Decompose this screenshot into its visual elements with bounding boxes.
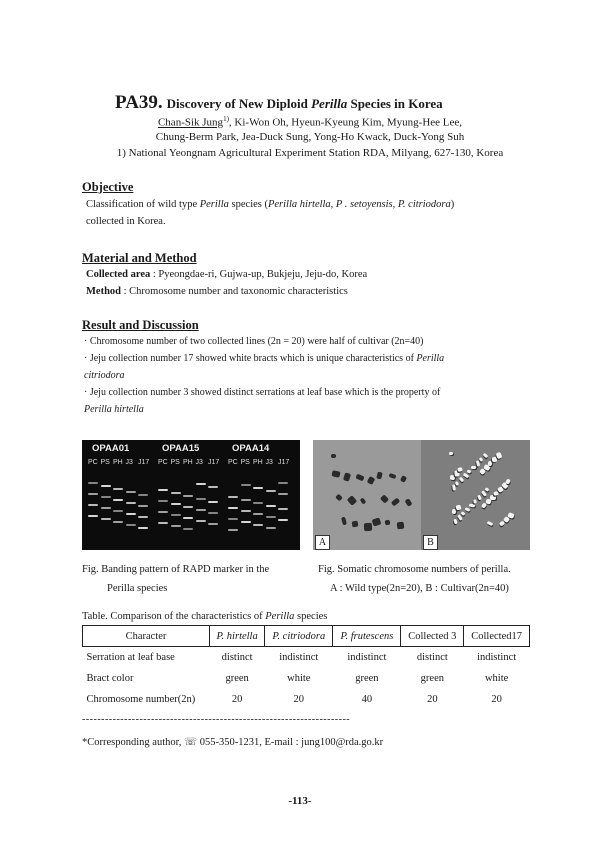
chromosome-mark [467, 469, 472, 473]
chromosome-mark [477, 495, 482, 501]
table-row [83, 689, 530, 710]
table-header-cell: P. frutescens [333, 626, 401, 647]
gel-lane-label: J3 [265, 459, 273, 466]
chromosome-mark [459, 477, 465, 483]
chromosome-mark [452, 509, 456, 514]
chromosome-mark [473, 499, 476, 503]
rapd-gel-image [82, 440, 300, 550]
authors-line-2: Chung-Berm Park, Jea-Duck Sung, Yong-Ho Kwack, Duck-Yong Suh [155, 131, 465, 143]
table-header-row [83, 626, 530, 647]
gel-lane-label: J3 [195, 459, 203, 466]
gel-band [158, 511, 168, 513]
table-header-cell: P. citriodora [265, 626, 333, 647]
chromosome-mark [487, 521, 494, 526]
gel-lane-label: PC [228, 459, 238, 466]
gel-band [278, 493, 288, 495]
table-cell: 40 [361, 694, 373, 705]
table-caption: Table. Comparison of the characteristics of Perilla species [82, 611, 328, 622]
methods-heading: Material and Method [82, 251, 197, 265]
chromosome-mark [372, 517, 382, 526]
gel-band [253, 502, 263, 504]
gel-band [228, 507, 238, 509]
gel-lane-label: PH [253, 459, 263, 466]
gel-group-label: OPAA15 [162, 443, 200, 454]
gel-band [126, 524, 136, 526]
results-text [84, 333, 544, 418]
chromosome-mark [364, 523, 372, 531]
gel-band [101, 496, 111, 498]
gel-band [196, 498, 206, 500]
table-cell: white [287, 673, 311, 684]
chromosome-mark [352, 521, 359, 528]
gel-band [266, 505, 276, 507]
gel-band [241, 484, 251, 486]
gel-band [278, 519, 288, 521]
table-cell: white [484, 673, 509, 684]
chromosome-mark [449, 452, 453, 455]
title-text: Discovery of New Diploid Perilla Species in Korea [166, 96, 443, 111]
gel-lane-label: PH [183, 459, 193, 466]
gel-band [138, 516, 148, 518]
gel-band [126, 502, 136, 504]
table-cell: green [355, 673, 379, 684]
table-row [83, 668, 530, 689]
table-cell: green [420, 673, 444, 684]
gel-band [208, 523, 218, 525]
gel-band [88, 493, 98, 495]
table-cell: indistinct [347, 652, 387, 663]
gel-band [241, 499, 251, 501]
gel-band [101, 485, 111, 487]
gel-band [241, 521, 251, 523]
chromosome-mark [455, 481, 459, 486]
gel-band [113, 510, 123, 512]
gel-lane-label: PC [88, 459, 98, 466]
result-bullet-2-cont: citriodora [84, 370, 125, 381]
gel-band [266, 516, 276, 518]
chromosome-mark [483, 453, 489, 459]
corresponding-author: *Corresponding author, ☏ 055-350-1231, E-mail : jung100@rda.go.kr [82, 737, 384, 748]
gel-band [228, 529, 238, 531]
comparison-table [82, 625, 530, 710]
abstract-code: PA39. [115, 92, 163, 113]
gel-band [253, 487, 263, 489]
table-cell: 20 [293, 694, 305, 705]
chromosome-mark [385, 520, 391, 526]
gel-band [138, 505, 148, 507]
chromosome-mark [332, 470, 341, 477]
gel-caption: Fig. Banding pattern of RAPD marker in the Perilla species [82, 564, 270, 594]
chromosome-mark [343, 472, 351, 481]
chromosome-mark [457, 467, 463, 473]
table-cell: indistinct [279, 652, 319, 663]
gel-band [171, 525, 181, 527]
gel-band [228, 518, 238, 520]
chromosome-mark [405, 498, 413, 507]
table-header-cell: Collected17 [464, 626, 530, 647]
panel-label-a: A [315, 535, 330, 550]
chromosome-mark [485, 487, 490, 492]
chromosome-mark [471, 466, 476, 469]
chromosome-mark [505, 478, 511, 484]
chromosome-mark [376, 471, 383, 479]
gel-band [88, 482, 98, 484]
table-cell: Chromosome number(2n) [86, 694, 196, 705]
chromosome-mark [389, 473, 397, 479]
gel-band [208, 486, 218, 488]
chromosome-mark [347, 495, 358, 506]
chromosome-mark [360, 497, 367, 504]
gel-band [196, 520, 206, 522]
gel-band [113, 521, 123, 523]
gel-band [228, 496, 238, 498]
gel-band [158, 522, 168, 524]
methods-text: Collected area : Pyeongdae-ri, Gujwa-up, Bukjeju, Jeju-do, Korea Method : Chromosome number and taxonomic characteristics [86, 269, 368, 297]
micrograph-b [421, 440, 530, 550]
panel-label-b: B [423, 535, 438, 550]
gel-group-label: OPAA14 [232, 443, 270, 454]
table-cell: 20 [491, 694, 502, 705]
gel-band [241, 510, 251, 512]
chromosome-mark [400, 475, 407, 483]
table-cell: distinct [221, 652, 253, 663]
gel-band [126, 513, 136, 515]
gel-band [278, 482, 288, 484]
gel-band [138, 494, 148, 496]
authors-line-1: Chan-Sik Jung$^{1)}$, Ki-Won Oh, Hyeun-Kyeung Kim, Myung-Hee Lee, [157, 115, 463, 129]
gel-band [158, 489, 168, 491]
gel-band [138, 527, 148, 529]
gel-band [158, 500, 168, 502]
gel-lane-label: PH [113, 459, 123, 466]
gel-band [113, 488, 123, 490]
chromosome-mark [331, 454, 336, 458]
gel-band [101, 518, 111, 520]
result-bullet-2: · Jeju collection number 17 showed white bracts which is unique characteristics of Perilla [84, 353, 445, 364]
page-number: -113- [288, 795, 312, 807]
gel-band [253, 513, 263, 515]
table-header-cell: P. hirtella [210, 626, 265, 647]
paper-title [115, 92, 575, 114]
results-heading: Result and Discussion [82, 318, 199, 332]
gel-band [183, 506, 193, 508]
gel-lane-label: PC [158, 459, 168, 466]
table-cell: distinct [416, 652, 448, 663]
chromosome-mark [341, 517, 347, 526]
chromosome-mark [397, 522, 405, 530]
chromosome-mark [479, 457, 484, 462]
gel-band [171, 514, 181, 516]
table-header-cell: Collected 3 [401, 626, 464, 647]
table-header-cell: Character [83, 626, 210, 647]
chromosome-mark [469, 504, 475, 508]
gel-band [171, 492, 181, 494]
table-cell: green [225, 673, 249, 684]
result-bullet-1: · Chromosome number of two collected lines (2n = 20) were half of cultivar (2n=40) [84, 336, 424, 347]
gel-group-label: OPAA01 [92, 443, 130, 454]
chromosome-mark [496, 452, 503, 459]
chromosome-mark [456, 505, 462, 511]
gel-lane-label: J17 [138, 459, 150, 466]
result-bullet-3-cont: Perilla hirtella [84, 404, 144, 415]
gel-lane-label: J17 [208, 459, 220, 466]
result-bullet-3: · Jeju collection number 3 showed distinct serrations at leaf base which is the property of [84, 387, 441, 398]
chromosome-micrographs [313, 440, 530, 550]
gel-band [126, 491, 136, 493]
gel-lane-label: J17 [278, 459, 290, 466]
table-row [83, 647, 530, 669]
chromosome-mark [453, 519, 457, 525]
objective-text: Classification of wild type Perilla species (Perilla hirtella, P . setoyensis, P. citriodora) collected in Korea. [86, 199, 455, 227]
gel-band [266, 527, 276, 529]
footnote-separator: ---------------------------------------------------------------------- [82, 714, 351, 725]
gel-band [196, 483, 206, 485]
gel-band [253, 524, 263, 526]
chromosome-mark [355, 474, 364, 482]
micrograph-a [313, 440, 421, 550]
gel-lane-label: J3 [125, 459, 133, 466]
chromosome-mark [465, 507, 471, 512]
chromosome-mark [461, 511, 466, 516]
affiliation: 1) National Yeongnam Agricultural Experiment Station RDA, Milyang, 627-130, Korea [116, 147, 504, 159]
gel-lane-label: PS [100, 459, 110, 466]
chromosome-mark [391, 498, 400, 507]
gel-band [208, 501, 218, 503]
gel-band [183, 495, 193, 497]
gel-band [196, 509, 206, 511]
gel-band [278, 508, 288, 510]
chromosome-mark [380, 494, 389, 503]
gel-lane-label: PS [170, 459, 180, 466]
objective-heading: Objective [82, 180, 134, 194]
gel-band [208, 512, 218, 514]
table-cell: Serration at leaf base [86, 652, 175, 663]
micrograph-caption: Fig. Somatic chromosome numbers of perilla. A : Wild type(2n=20), B : Cultivar(2n=40) [318, 564, 511, 594]
table-cell: 20 [231, 694, 243, 705]
chromosome-mark [335, 494, 343, 502]
gel-lane-label: PS [240, 459, 250, 466]
gel-band [171, 503, 181, 505]
table-cell: 20 [427, 694, 438, 705]
gel-band [88, 515, 98, 517]
gel-band [101, 507, 111, 509]
table-cell: indistinct [477, 652, 517, 663]
chromosome-mark [463, 473, 470, 479]
table-cell: Bract color [86, 673, 134, 684]
gel-band [113, 499, 123, 501]
gel-band [88, 504, 98, 506]
gel-band [183, 528, 193, 530]
chromosome-mark [367, 476, 376, 485]
gel-band [183, 517, 193, 519]
gel-band [266, 490, 276, 492]
